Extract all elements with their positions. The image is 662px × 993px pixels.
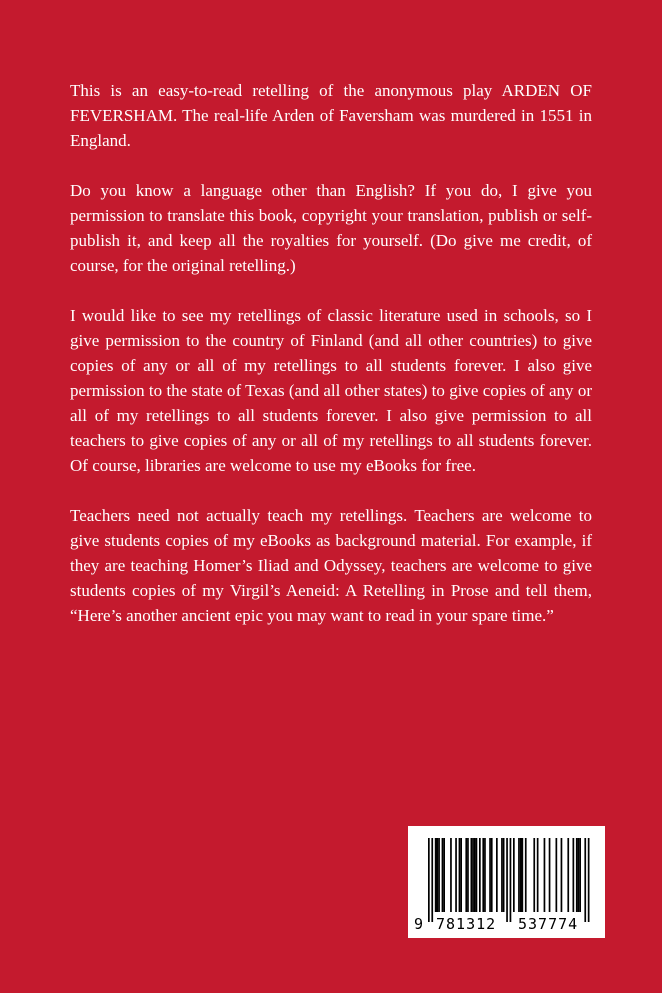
barcode-bar [471, 838, 473, 912]
barcode-bar [476, 838, 478, 912]
barcode-bar [438, 838, 440, 912]
barcode-bar [484, 838, 486, 912]
blurb-paragraph-2: Do you know a language other than English? If you do, I give you permission to translate this book, copyright your translation, publish or self-publish it, and keep all the royalties for yourself. (Do give me credit, of course, for the original retelling.) [70, 181, 592, 275]
blurb-paragraph-1: This is an easy-to-read retelling of the anonymous play ARDEN OF FEVERSHAM. The real-life Arden of Faversham was murdered in 1551 in England. [70, 81, 592, 150]
barcode-bar [573, 838, 575, 912]
barcode-bar [437, 838, 439, 912]
barcode-bar [579, 838, 581, 912]
barcode-bar [567, 838, 569, 912]
barcode-bar [506, 838, 508, 922]
barcode-bar [428, 838, 430, 922]
barcode-bar [496, 838, 498, 912]
barcode-bar [489, 838, 491, 912]
barcode-bar [549, 838, 551, 912]
barcode-bar [503, 838, 505, 912]
barcode-bar [465, 838, 467, 912]
barcode-bar [544, 838, 546, 912]
barcode-bar [501, 838, 503, 912]
barcode-bar [588, 838, 590, 922]
barcode-bar [584, 838, 586, 922]
barcode-bar [431, 838, 433, 922]
barcode-bar [460, 838, 462, 912]
blurb-text [70, 78, 592, 653]
barcode-bar [525, 838, 527, 912]
barcode-bar [556, 838, 558, 912]
barcode-bar [479, 838, 481, 912]
barcode-bar [450, 838, 452, 912]
barcode-bar [510, 838, 512, 922]
barcode-digits-left: 781312 [436, 915, 497, 933]
barcode-bar [435, 838, 437, 912]
barcode-bar [472, 838, 474, 912]
barcode-bar [578, 838, 580, 912]
blurb-paragraph-3: I would like to see my retellings of classic literature used in schools, so I give permission to the country of Finland (and all other countries) to give copies of any or all of my retellings to all students forever. I also give permission to the state of Texas (and all other states) to give copies of any or all of my retellings to all students forever. I also give permission to all teachers to give copies of any or all of my retellings to all students forever. Of course, libraries are welcome to use my eBooks for free. [70, 306, 592, 475]
barcode-bar [561, 838, 563, 912]
barcode-bar [474, 838, 476, 912]
barcode-bar [533, 838, 535, 912]
blurb-paragraph-4: Teachers need not actually teach my retellings. Teachers are welcome to give students copies of my eBooks as background material. For example, if they are teaching Homer’s Iliad and Odyssey, teachers are welcome to give students copies of my Virgil’s Aeneid: A Retelling in Prose and tell them, “Here’s another ancient epic you may want to read in your spare time.” [70, 506, 592, 625]
barcode-bar [482, 838, 484, 912]
isbn-barcode [408, 826, 605, 938]
barcode-bar [537, 838, 539, 912]
barcode-bar [576, 838, 578, 912]
barcode-bar [520, 838, 522, 912]
barcode-bar [467, 838, 469, 912]
barcode-bar [513, 838, 515, 912]
barcode-bar [491, 838, 493, 912]
barcode-digits [408, 915, 605, 935]
barcode-bar [443, 838, 445, 912]
barcode-bar [518, 838, 520, 912]
barcode-digits-right: 537774 [518, 915, 579, 933]
barcode-bar [459, 838, 461, 912]
barcode-bar [442, 838, 444, 912]
barcode-bar [455, 838, 457, 912]
barcode-digit-first: 9 [414, 915, 425, 933]
barcode-bar [522, 838, 524, 912]
